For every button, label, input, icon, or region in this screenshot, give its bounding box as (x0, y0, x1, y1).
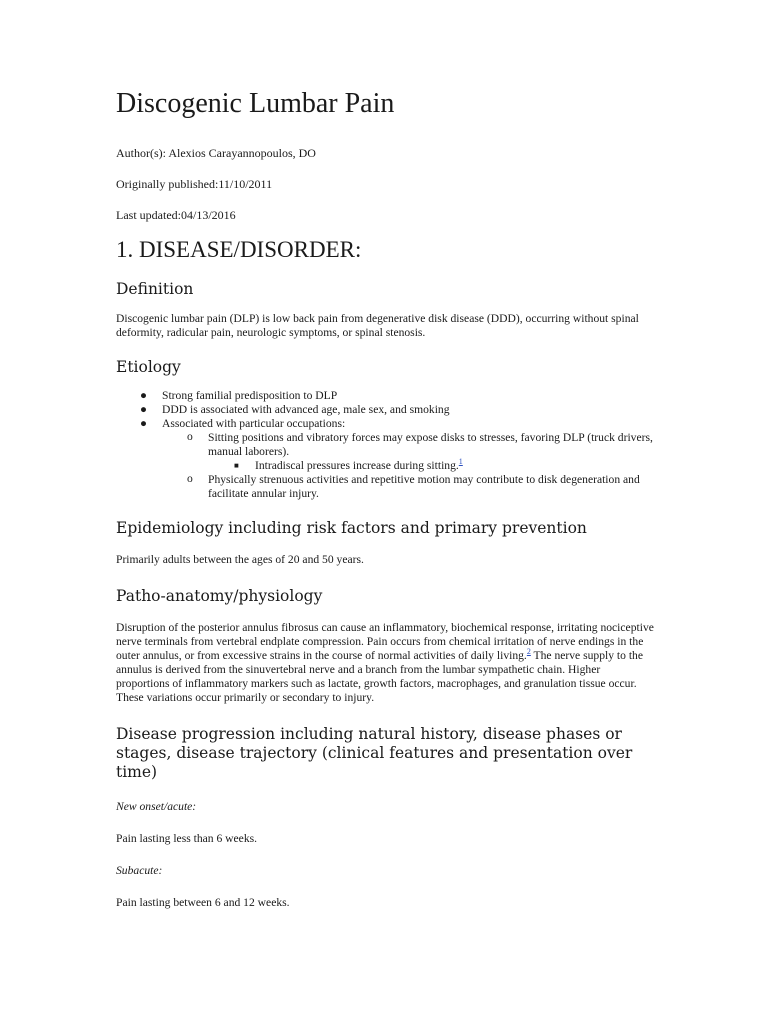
list-item-text: Strong familial predisposition to DLP (162, 389, 338, 402)
definition-heading: Definition (116, 280, 194, 298)
bullet-icon: ● (140, 389, 148, 402)
subacute-text: Pain lasting between 6 and 12 weeks. (116, 896, 290, 909)
list-item-text: Physically strenuous activities and repetitive motion may contribute to disk degeneration and facilitate annular injury. (208, 473, 640, 500)
list-item-text: DDD is associated with advanced age, male sex, and smoking (162, 403, 450, 416)
list-item-text: Intradiscal pressures increase during sitting. (255, 459, 459, 472)
occupation-sublist (162, 431, 656, 501)
acute-text: Pain lasting less than 6 weeks. (116, 832, 258, 845)
patho-text-part-b: The nerve supply to the annulus is derived from the sinuvertebral nerve and a branch from the lumbar sympathetic chain. Higher proportions of inflammatory markers such as lactate, growth factors, macrophages, and granulation tissue occur. These variations occur primarily or secondary to injury. (116, 649, 643, 704)
published-date: Originally published:11/10/2011 (116, 177, 273, 191)
section-heading-disease-disorder: 1. DISEASE/DISORDER: (116, 237, 362, 262)
bullet-icon: ● (140, 417, 148, 430)
progression-heading: Disease progression including natural history, disease phases or stages, disease trajectory (clinical features and presentation over time) (116, 725, 633, 781)
bullet-icon: ● (140, 403, 148, 416)
epidemiology-heading: Epidemiology including risk factors and primary prevention (116, 519, 587, 537)
list-item-text: Sitting positions and vibratory forces may expose disks to stresses, favoring DLP (truck drivers, manual laborers). (208, 431, 653, 458)
square-bullet-icon: ■ (234, 461, 239, 470)
list-item-text: Associated with particular occupations: (162, 417, 346, 430)
subacute-label: Subacute: (116, 864, 163, 877)
list-item (116, 403, 656, 417)
list-item (161, 431, 656, 473)
epidemiology-text: Primarily adults between the ages of 20 and 50 years. (116, 553, 364, 566)
list-item (208, 459, 656, 473)
etiology-list (116, 389, 656, 501)
acute-label: New onset/acute: (116, 800, 197, 813)
reference-link-2[interactable]: 2 (526, 647, 531, 657)
list-item (161, 473, 656, 501)
hollow-bullet-icon: o (187, 430, 193, 443)
etiology-heading: Etiology (116, 358, 181, 376)
document-title: Discogenic Lumbar Pain (116, 88, 395, 119)
author-line: Author(s): Alexios Carayannopoulos, DO (116, 146, 316, 160)
list-item (116, 417, 656, 501)
list-item (116, 389, 656, 403)
updated-date: Last updated:04/13/2016 (116, 208, 236, 222)
definition-text: Discogenic lumbar pain (DLP) is low back pain from degenerative disk disease (DDD), occurring without spinal deformity, radicular pain, neurologic symptoms, or spinal stenosis. (116, 312, 639, 339)
hollow-bullet-icon: o (187, 472, 193, 485)
patho-heading: Patho-anatomy/physiology (116, 587, 323, 605)
sitting-sublist (208, 459, 656, 473)
patho-text-part-a: Disruption of the posterior annulus fibrosus can cause an inflammatory, biochemical response, irritating nociceptive nerve terminals from vertebral endplate compression. Pain occurs from chemical irritation of nerve endings in the outer annulus, or from excessive strains in the course of normal activities of daily living. (116, 621, 654, 662)
document-page (116, 86, 656, 928)
reference-link-1[interactable]: 1 (458, 457, 463, 467)
patho-text (116, 621, 656, 705)
